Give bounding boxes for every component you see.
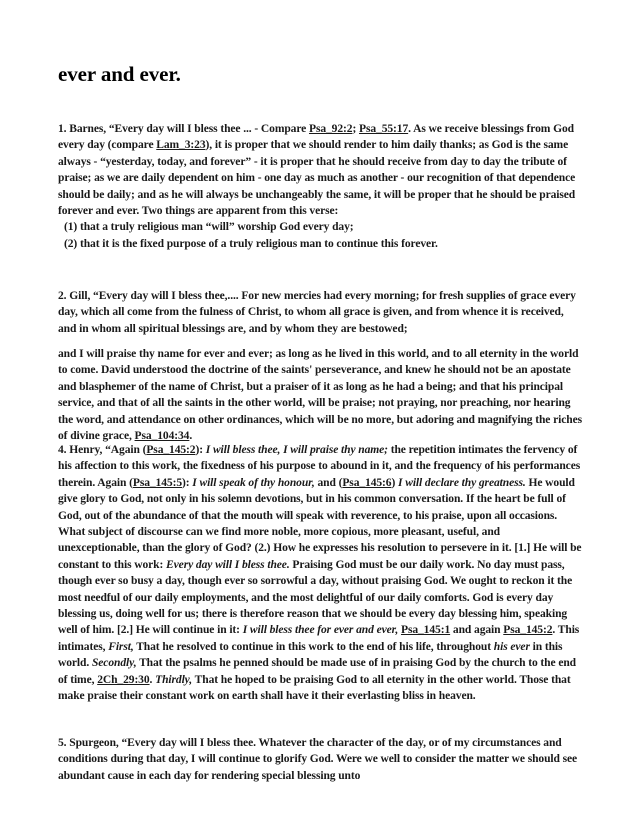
- scripture-link-psa-145-6[interactable]: Psa_145:6: [342, 476, 392, 489]
- spurgeon-paragraph: 5. Spurgeon, “Every day will I bless thee. Whatever the character of the day, or of my circumstances and conditions during that day, I will continue to glorify God. Were we well to consider the matter we should see abundant cause in each day for rendering special blessing unto: [58, 737, 578, 782]
- henry-emphasis: Thirdly,: [155, 673, 193, 686]
- page-heading: ever and ever.: [58, 62, 181, 86]
- henry-text: and (: [314, 476, 343, 489]
- henry-quote: Every day will I bless thee.: [166, 558, 290, 571]
- henry-text: That he resolved to continue in this work to the end of his life, throughout: [133, 640, 494, 653]
- gill-commentary: [58, 288, 582, 337]
- scripture-link-psa-145-1[interactable]: Psa_145:1: [400, 624, 451, 637]
- barnes-commentary: [58, 121, 582, 252]
- barnes-text-2: ), it is proper that we should render to him daily thanks; as God is the same always - “yesterday, today, and forever” - it is proper that he should receive from day to day the tribute of praise; as we are daily dependent on him - one day as much as another - our recognition of that dependence should be daily; and as he will always be unchangeably the same, it will be proper that he should be praised forever and ever. Two things are apparent from this verse:: [58, 139, 576, 218]
- henry-emphasis: First,: [108, 640, 134, 653]
- henry-quote: I will speak of thy honour,: [192, 476, 315, 489]
- henry-text: Praising God must be our daily work. No day must pass, though ever so busy a day, though ever so sorrowful a day, without praising God. We ought to reckon it the most needful of our daily employments, and the most delightful of our daily comforts. God is every day blessing us, doing well for us; there is therefore reason that we should be every day blessing him, speaking well of him. [2.] He will continue in it:: [58, 558, 573, 637]
- henry-paragraph: [58, 442, 582, 705]
- henry-text: ):: [195, 444, 206, 456]
- henry-quote: I will bless thee for ever and ever,: [242, 624, 399, 637]
- gill-text: and I will praise thy name for ever and ever; as long as he lived in this world, and to all eternity in the world to come. David understood the doctrine of the saints' perseverance, and knew he should not be an apostate and blasphemer of the name of Christ, but a praiser of it as long as he had a being; and that his principal service, and that of all the saints in the other world, will be praise; not praying, nor preaching, nor hearing the word, and attendance on other ordinances, which will be no more, but adoring and magnifying the riches of divine grace,: [58, 348, 583, 443]
- henry-commentary: [58, 442, 582, 705]
- gill-paragraph-2: [58, 346, 582, 444]
- gill-paragraph-1: 2. Gill, “Every day will I bless thee,.... For new mercies had every morning; for fresh supplies of grace every day, which all come from the fulness of Christ, to whom all grace is given, and from whence it is received, and in whom all spiritual blessings are, and by whom they are bestowed;: [58, 290, 576, 335]
- scripture-link-psa-145-2[interactable]: Psa_145:2: [146, 444, 196, 456]
- henry-text: .: [149, 673, 156, 686]
- henry-emphasis: Secondly,: [91, 657, 137, 670]
- scripture-link-lam-3-23[interactable]: Lam_3:23: [156, 139, 206, 152]
- henry-text: 4. Henry, “Again (: [58, 444, 147, 456]
- henry-text: That the psalms he penned should be made use of in praising God by the church to the end of time,: [58, 657, 576, 686]
- henry-text: That he hoped to be praising God to all eternity in the other world. Those that make praise their constant work on earth shall have it their everlasting bliss in heaven.: [58, 673, 571, 703]
- henry-text: the repetition intimates the fervency of his affection to this work, the fixedness of his purpose to abound in it, and the frequency of his performances therein. Again (: [58, 444, 581, 489]
- scripture-link-psa-55-17[interactable]: Psa_55:17: [359, 123, 409, 135]
- separator: ;: [352, 123, 359, 135]
- henry-text: and again: [450, 624, 504, 637]
- scripture-link-psa-145-2-again[interactable]: Psa_145:2: [503, 624, 553, 637]
- henry-quote: I will declare thy greatness.: [398, 476, 526, 489]
- henry-text: ): [391, 476, 399, 489]
- barnes-paragraph: [58, 121, 582, 219]
- gill-end: .: [189, 430, 193, 443]
- henry-text: . This intimates,: [58, 624, 580, 653]
- henry-emphasis: his ever: [493, 640, 530, 653]
- scripture-link-psa-104-34[interactable]: Psa_104:34: [134, 430, 190, 443]
- gill-commentary-continued: [58, 346, 582, 444]
- barnes-lead: 1. Barnes, “Every day will I bless thee ... - Compare: [58, 123, 309, 135]
- scripture-link-2ch-29-30[interactable]: 2Ch_29:30: [97, 673, 150, 686]
- henry-text: He would give glory to God, not only in his solemn devotions, but in his common conversation. If the heart be full of God, out of the abundance of that the mouth will speak with reverence, to his praise, upon all occasions. What subject of discourse can we find more noble, more copious, more pleasant, useful, and unexceptionable, than the glory of God? (2.) How he expresses his resolution to persevere in it. [1.] He will be constant to this work:: [58, 476, 582, 571]
- henry-text: in this world.: [58, 640, 563, 670]
- henry-quote: I will bless thee, I will praise thy name;: [205, 444, 388, 456]
- spurgeon-commentary: [58, 735, 582, 784]
- scripture-link-psa-92-2[interactable]: Psa_92:2: [308, 123, 353, 135]
- scripture-link-psa-145-5[interactable]: Psa_145:5: [132, 476, 182, 489]
- henry-text: ):: [182, 476, 193, 489]
- barnes-point-2: (2) that it is the fixed purpose of a truly religious man to continue this forever.: [64, 237, 438, 250]
- barnes-point-1: (1) that a truly religious man “will” worship God every day;: [64, 221, 354, 234]
- barnes-text-1: . As we receive blessings from God every day (compare: [58, 123, 574, 152]
